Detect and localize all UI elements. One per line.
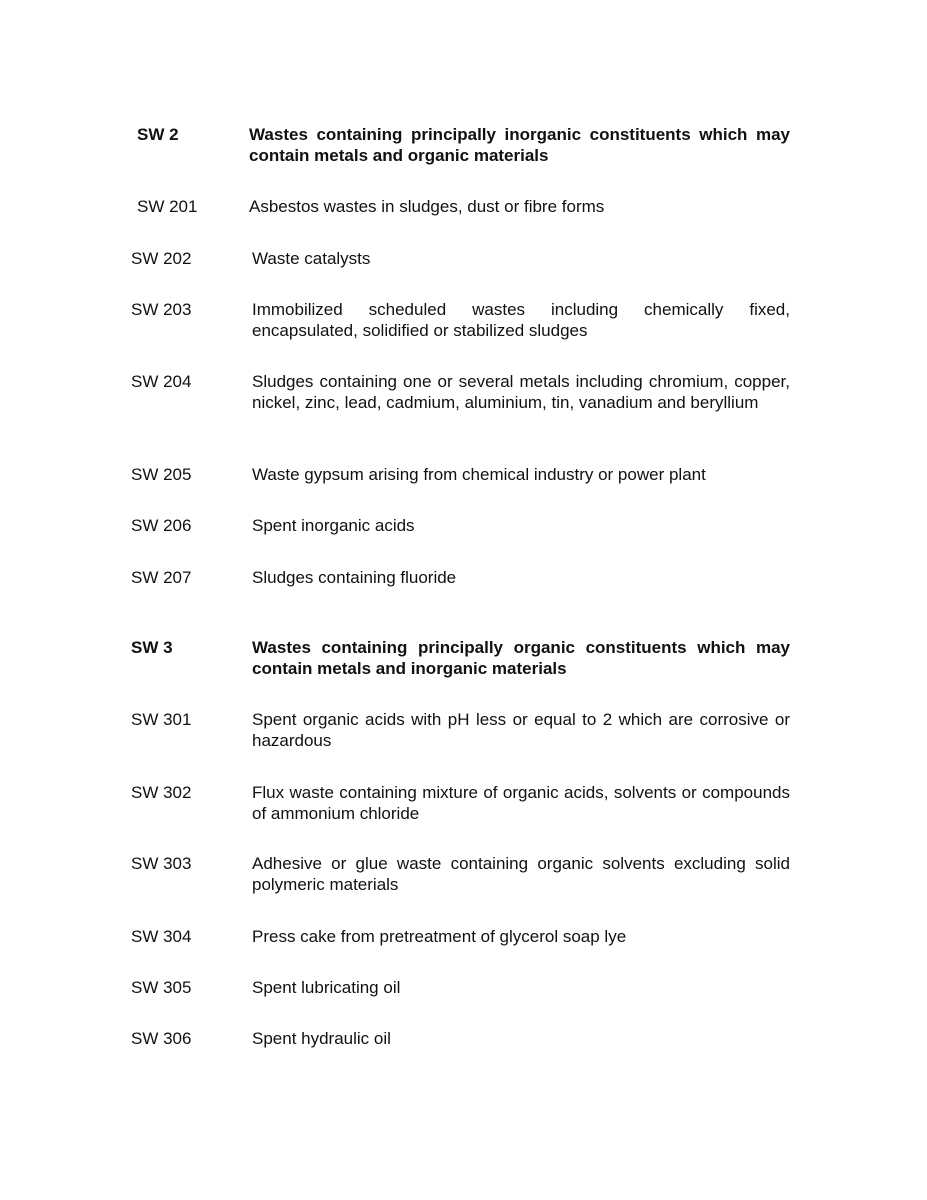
item-text: Flux waste containing mixture of organic acids, solvents or compounds of ammonium chloride — [252, 783, 790, 823]
item-text: Spent hydraulic oil — [252, 1029, 391, 1048]
item-code: SW 204 — [131, 372, 192, 391]
item-code: SW 206 — [131, 516, 192, 535]
item-text: Spent lubricating oil — [252, 978, 401, 997]
section-code: SW 2 — [137, 125, 179, 144]
item-code: SW 306 — [131, 1029, 192, 1048]
item-code: SW 301 — [131, 710, 192, 729]
item-text: Asbestos wastes in sludges, dust or fibre forms — [249, 197, 605, 216]
item-code: SW 304 — [131, 927, 192, 946]
section-title: Wastes containing principally organic constituents which may contain metals and inorganic materials — [252, 638, 790, 678]
item-code: SW 203 — [131, 300, 192, 319]
section-code: SW 3 — [131, 638, 173, 657]
item-text: Press cake from pretreatment of glycerol soap lye — [252, 927, 627, 946]
item-text: Sludges containing one or several metals including chromium, copper, nickel, zinc, lead, cadmium, aluminium, tin, vanadium and beryllium — [252, 372, 790, 412]
item-code: SW 303 — [131, 854, 192, 873]
item-code: SW 207 — [131, 568, 192, 587]
item-text: Adhesive or glue waste containing organic solvents excluding solid polymeric materials — [252, 854, 790, 894]
section-title: Wastes containing principally inorganic constituents which may contain metals and organic materials — [249, 125, 790, 165]
item-code: SW 202 — [131, 249, 192, 268]
item-code: SW 201 — [137, 197, 198, 216]
item-text: Spent inorganic acids — [252, 516, 415, 535]
item-text: Waste gypsum arising from chemical industry or power plant — [252, 465, 706, 484]
item-code: SW 302 — [131, 783, 192, 802]
item-text: Waste catalysts — [252, 249, 371, 268]
item-code: SW 305 — [131, 978, 192, 997]
item-text: Immobilized scheduled wastes including chemically fixed, encapsulated, solidified or stabilized sludges — [252, 300, 790, 340]
item-text: Spent organic acids with pH less or equal to 2 which are corrosive or hazardous — [252, 710, 790, 750]
item-code: SW 205 — [131, 465, 192, 484]
item-text: Sludges containing fluoride — [252, 568, 457, 587]
